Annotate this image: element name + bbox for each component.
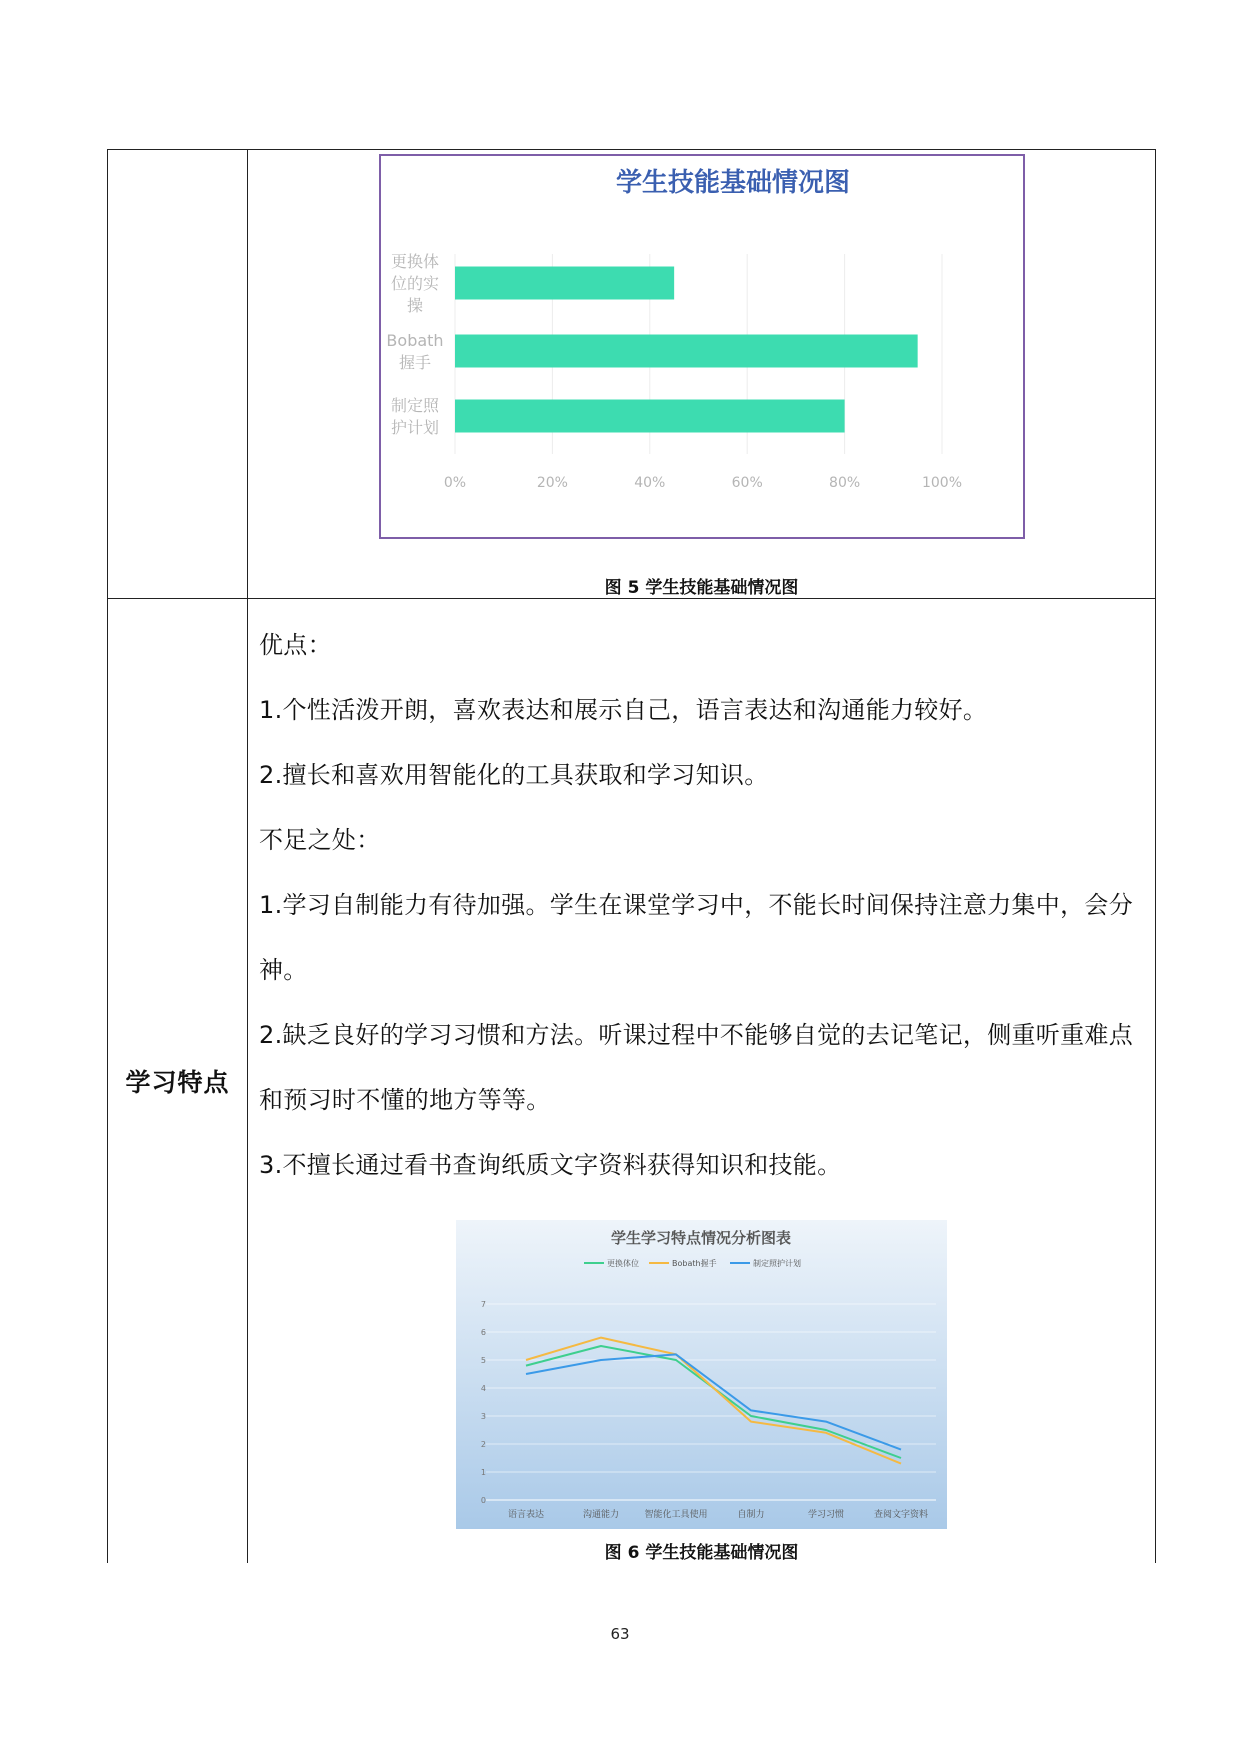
chart-title: 学生技能基础情况图: [615, 168, 851, 198]
category-label: 握手: [398, 353, 432, 372]
x-category-label: 语言表达: [507, 1510, 545, 1520]
paragraph: 和预习时不懂的地方等等。: [259, 1086, 551, 1114]
paragraph: 不足之处：: [259, 826, 381, 854]
y-tick-label: 7: [480, 1300, 486, 1309]
y-tick-label: 4: [480, 1384, 486, 1393]
lesson-table: [107, 149, 1156, 1563]
category-label: 位的实: [390, 274, 440, 293]
x-tick-label: 80%: [829, 475, 861, 491]
figure5-caption: 图 5 学生技能基础情况图: [604, 578, 799, 598]
x-tick-label: 20%: [536, 475, 568, 491]
y-tick-label: 0: [480, 1496, 486, 1505]
legend-label: Bobath握手: [672, 1259, 717, 1268]
category-label: 护计划: [390, 418, 440, 437]
learning-line-chart: [456, 1220, 947, 1529]
table-row-figure5: [108, 150, 1156, 599]
legend-label: 制定照护计划: [753, 1259, 801, 1268]
category-label: Bobath: [386, 331, 444, 350]
category-label: 制定照: [390, 396, 440, 415]
learning-content-cell: [248, 599, 1156, 1564]
x-category-label: 学习习惯: [807, 1510, 845, 1520]
x-tick-label: 0%: [443, 475, 467, 491]
y-tick-label: 2: [480, 1440, 486, 1449]
paragraph: 1.学习自制能力有待加强。学生在课堂学习中，不能长时间保持注意力集中，会分: [259, 891, 1133, 919]
category-label: 更换体: [390, 252, 440, 271]
bar: [455, 267, 674, 300]
learning-label: 学习特点: [125, 1068, 230, 1097]
skills-bar-chart: [379, 154, 1025, 539]
x-category-label: 智能化工具使用: [644, 1510, 708, 1520]
paragraph: 3.不擅长通过看书查询纸质文字资料获得知识和技能。: [259, 1151, 842, 1179]
y-tick-label: 3: [480, 1412, 486, 1421]
x-category-label: 自制力: [737, 1510, 765, 1520]
bar: [455, 335, 918, 368]
x-tick-label: 100%: [921, 475, 963, 491]
x-tick-label: 40%: [634, 475, 666, 491]
bar: [455, 400, 845, 433]
empty-label-cell: [108, 150, 248, 599]
category-label: 操: [406, 296, 424, 315]
paragraph: 优点：: [259, 631, 332, 659]
x-category-label: 查阅文字资料: [873, 1510, 929, 1520]
y-tick-label: 1: [480, 1468, 486, 1477]
figure6-caption: 图 6 学生技能基础情况图: [604, 1543, 799, 1563]
x-category-label: 沟通能力: [582, 1510, 620, 1520]
chart-title: 学生学习特点情况分析图表: [610, 1229, 792, 1247]
learning-label-cell: [108, 599, 248, 1564]
learning-content: [248, 599, 1155, 1198]
page-number: 63: [610, 1625, 630, 1643]
table-row-learning: [108, 599, 1156, 1564]
paragraph: 1.个性活泼开朗，喜欢表达和展示自己，语言表达和沟通能力较好。: [259, 696, 988, 724]
y-tick-label: 6: [480, 1328, 486, 1337]
figure5-cell: [248, 150, 1156, 599]
paragraph: 神。: [259, 956, 308, 984]
paragraph: 2.缺乏良好的学习习惯和方法。听课过程中不能够自觉的去记笔记，侧重听重难点: [259, 1021, 1133, 1049]
paragraph: 2.擅长和喜欢用智能化的工具获取和学习知识。: [259, 761, 769, 789]
x-tick-label: 60%: [731, 475, 763, 491]
legend-label: 更换体位: [607, 1259, 639, 1268]
y-tick-label: 5: [480, 1356, 486, 1365]
